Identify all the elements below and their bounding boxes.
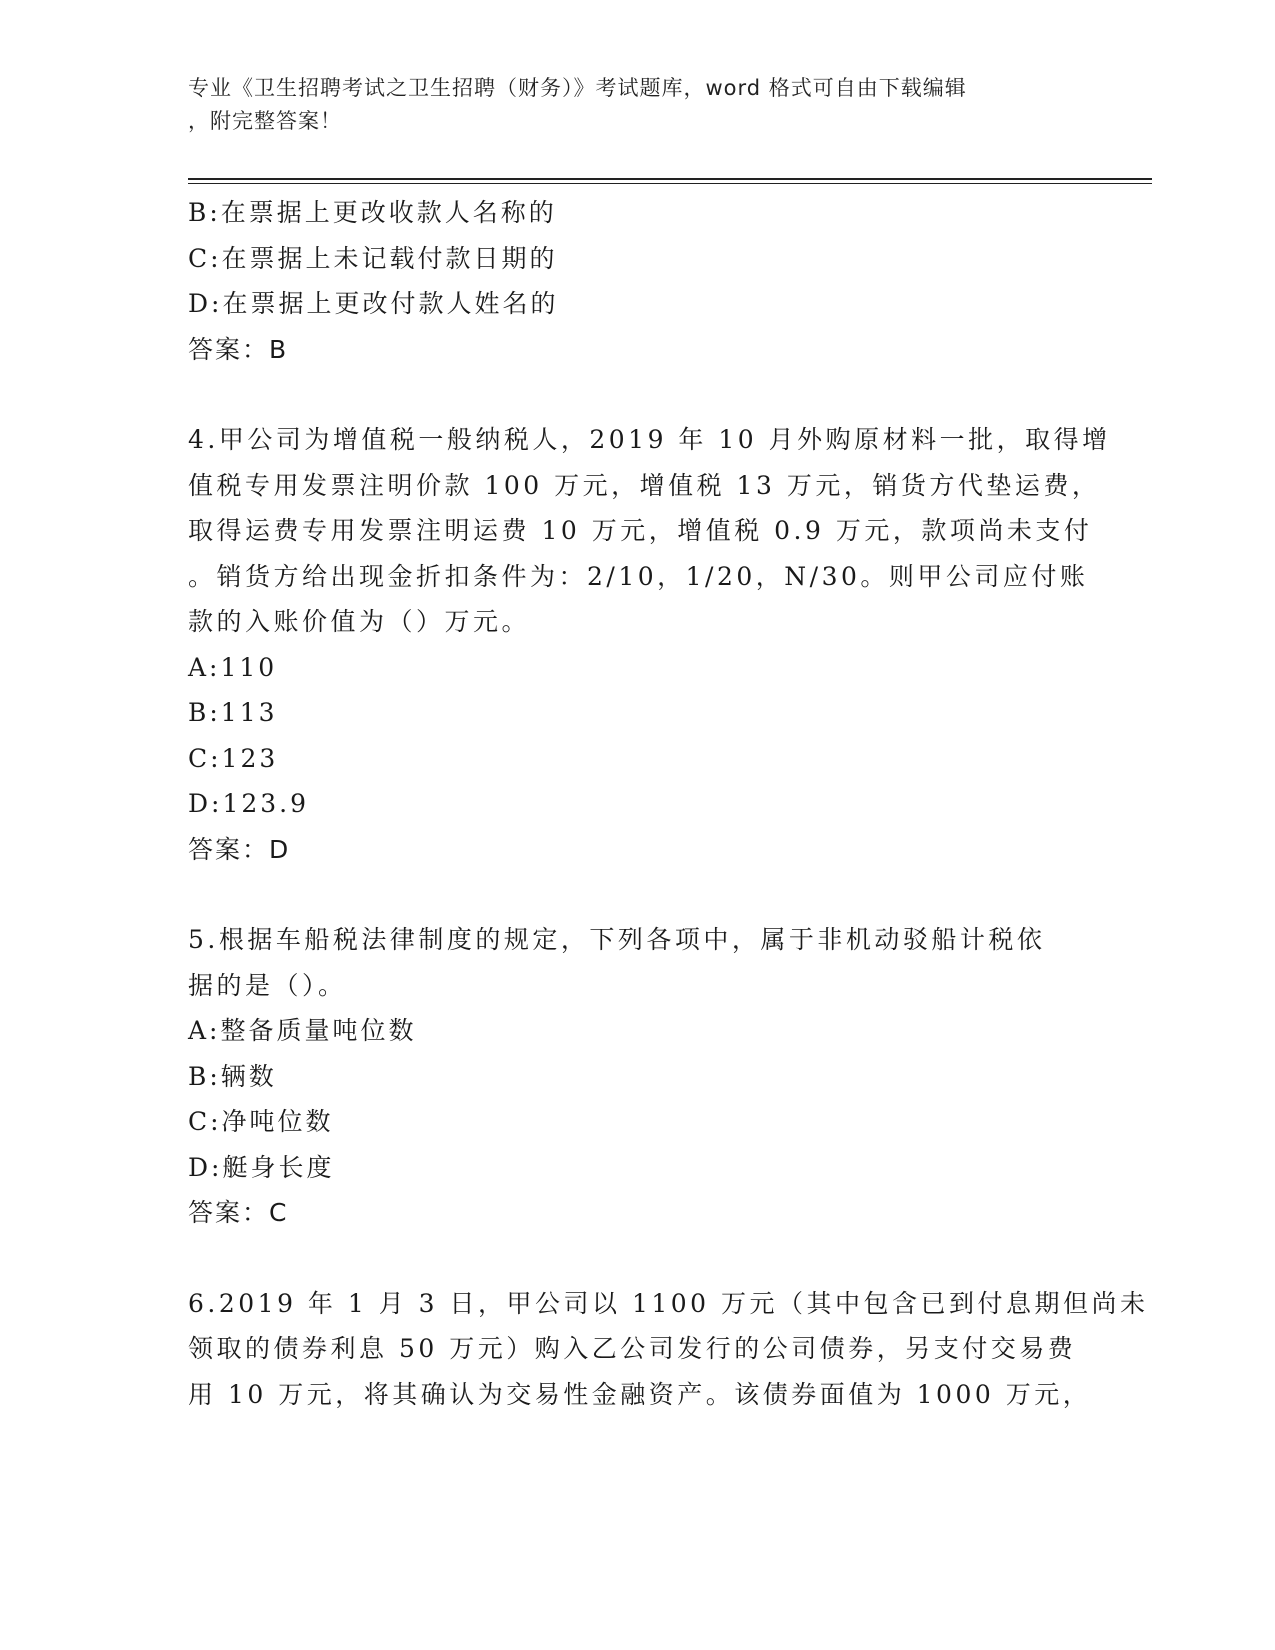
- header-line-1: 专业《卫生招聘考试之卫生招聘（财务）》考试题库，word 格式可自由下载编辑: [188, 76, 967, 100]
- question-4: [188, 417, 1111, 872]
- stem-line: 4.甲公司为增值税一般纳税人，2019 年 10 月外购原材料一批，取得增: [188, 425, 1111, 454]
- option-a: A:110: [188, 652, 278, 682]
- header-divider-thick: [188, 178, 1152, 180]
- option-d: D:在票据上更改付款人姓名的: [188, 289, 559, 318]
- stem-line: 款的入账价值为（）万元。: [188, 607, 531, 636]
- header-divider-thin: [188, 183, 1152, 184]
- stem-line: 。销货方给出现金折扣条件为：2/10，1/20，N/30。则甲公司应付账: [188, 561, 1089, 591]
- document-body: [188, 190, 1149, 1417]
- stem-line: 5.根据车船税法律制度的规定，下列各项中，属于非机动驳船计税依: [188, 925, 1046, 954]
- question-stem: [188, 417, 1111, 645]
- answer: 答案：D: [188, 834, 291, 864]
- option-a: A:整备质量吨位数: [188, 1016, 417, 1045]
- document-header: [188, 72, 1068, 138]
- question-3: [188, 190, 1088, 372]
- option-c: C:在票据上未记载付款日期的: [188, 243, 558, 273]
- question-stem: [188, 917, 1088, 1008]
- stem-line: 取得运费专用发票注明运费 10 万元，增值税 0.9 万元，款项尚未支付: [188, 516, 1093, 545]
- question-5: [188, 917, 1088, 1236]
- stem-line: 用 10 万元，将其确认为交易性金融资产。该债券面值为 1000 万元，: [188, 1379, 1092, 1409]
- stem-line: 据的是（）。: [188, 970, 347, 1000]
- option-c: C:123: [188, 743, 279, 773]
- option-b: B:在票据上更改收款人名称的: [188, 198, 557, 227]
- option-d: D:艇身长度: [188, 1152, 335, 1182]
- question-stem: [188, 1281, 1149, 1418]
- option-b: B:113: [188, 698, 278, 727]
- header-line-2: ，附完整答案！: [188, 109, 342, 133]
- stem-line: 6.2019 年 1 月 3 日，甲公司以 1100 万元（其中包含已到付息期但尚未: [188, 1288, 1149, 1318]
- option-c: C:净吨位数: [188, 1107, 334, 1136]
- stem-line: 值税专用发票注明价款 100 万元，增值税 13 万元，销货方代垫运费，: [188, 470, 1101, 500]
- stem-line: 领取的债券利息 50 万元）购入乙公司发行的公司债券，另支付交易费: [188, 1334, 1077, 1363]
- answer: 答案：C: [188, 1198, 289, 1227]
- answer: 答案：B: [188, 334, 289, 364]
- option-b: B:辆数: [188, 1061, 277, 1091]
- question-6: [188, 1281, 1149, 1418]
- option-d: D:123.9: [188, 789, 310, 818]
